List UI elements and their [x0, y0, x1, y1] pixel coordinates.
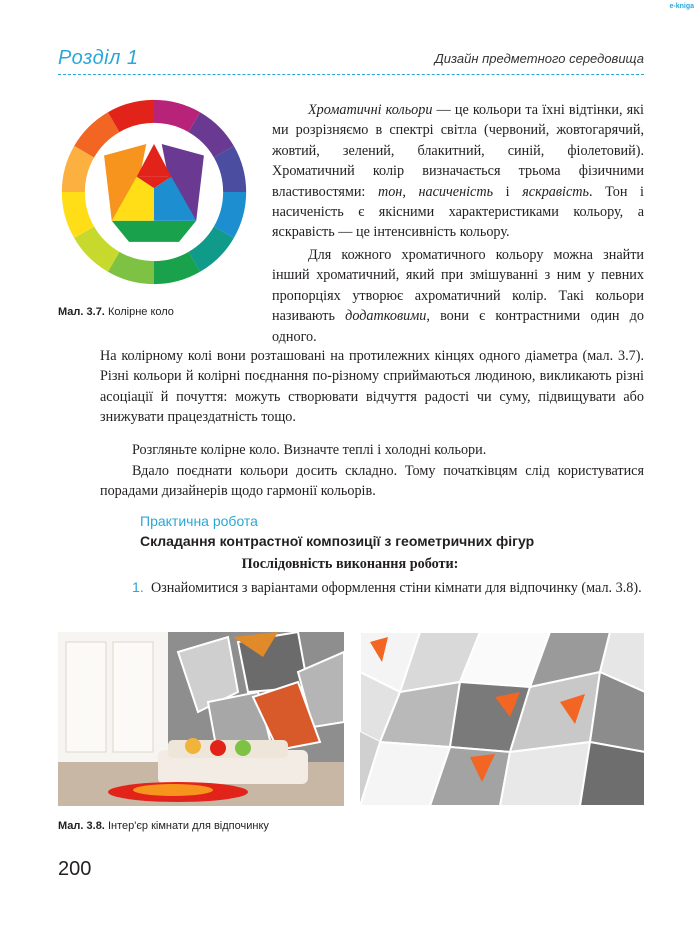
text-span: Для кожного хроматичного кольору можна знайти інший хроматичний, який при змішуванні з ним у певних пропорціях утворює ахроматичний колір. Такі кольори називають: [272, 247, 644, 325]
text-span: — це кольори та їхні відтінки, які ми розрізняємо в спектрі світла (червоний, жовтогарячий, жовтий, зелений, блакитний, синій, фіолетовий). Хроматичний колір визначається трьома фізичними властивостями:: [272, 102, 644, 200]
step-1: [100, 578, 644, 598]
caption-text: Інтер'єр кімнати для відпочинку: [107, 820, 269, 832]
interior-photo-wall: [360, 632, 645, 806]
figure-caption-3-8: [58, 820, 269, 832]
paragraph-harmony: Вдало поєднати кольори досить складно. Тому початківцям слід користуватися порадами дизайнерів щодо гармонії кольорів.: [100, 463, 644, 500]
step-number: 1.: [132, 580, 144, 596]
chapter-label: Розділ 1: [58, 47, 139, 69]
practical-label: Практична робота: [140, 513, 258, 529]
color-wheel-ring: [62, 100, 246, 284]
caption-text: Колірне коло: [107, 306, 174, 318]
term-chromatic: Хроматичні кольори: [308, 102, 433, 118]
step-text: Ознайомитися з варіантами оформлення стіни кімнати для відпочинку (мал. 3.8).: [150, 580, 642, 596]
caption-number: Мал. 3.7.: [58, 306, 105, 318]
secondary-green: [112, 221, 196, 242]
sequence-title: Послідовність виконання роботи:: [241, 556, 459, 572]
text-span: . Тон і насиченість є якісними характеристиками кольору, а яскравість — це інтенсивність кольору.: [272, 183, 644, 241]
figure-caption-3-7: [58, 306, 174, 318]
paragraph-chromatic: [272, 100, 644, 243]
running-title: Дизайн предметного середовища: [434, 51, 644, 66]
caption-number: Мал. 3.8.: [58, 820, 105, 832]
text-span: і: [493, 183, 523, 200]
color-wheel-figure: [58, 96, 250, 288]
term-complementary: додатковими: [345, 308, 427, 325]
term-brightness: яскравість: [522, 183, 590, 200]
term-props: тон, насиченість: [377, 183, 494, 200]
paragraph-wheel-position: На колірному колі вони розташовані на протилежних кінцях одного діаметра (мал. 3.7). Різні кольори й колірні поєднання по-різному сприймаються людиною, викликають різні асоціації й почуття: можуть створювати відчуття радості чи суму, підвищувати або знижувати працездатність тощо.: [100, 348, 644, 426]
interior-photo-room: [58, 632, 344, 806]
practical-title: Складання контрастної композиції з геометричних фігур: [140, 533, 535, 549]
paragraph-task: Розгляньте колірне коло. Визначте теплі і холодні кольори.: [132, 442, 487, 458]
paragraph-complementary: [272, 245, 644, 347]
text-span: , вони є контрастними один до одного.: [272, 308, 644, 345]
page-number: 200: [58, 858, 92, 880]
publisher-logo: e-kniga: [669, 3, 694, 10]
header-divider: [58, 74, 644, 75]
